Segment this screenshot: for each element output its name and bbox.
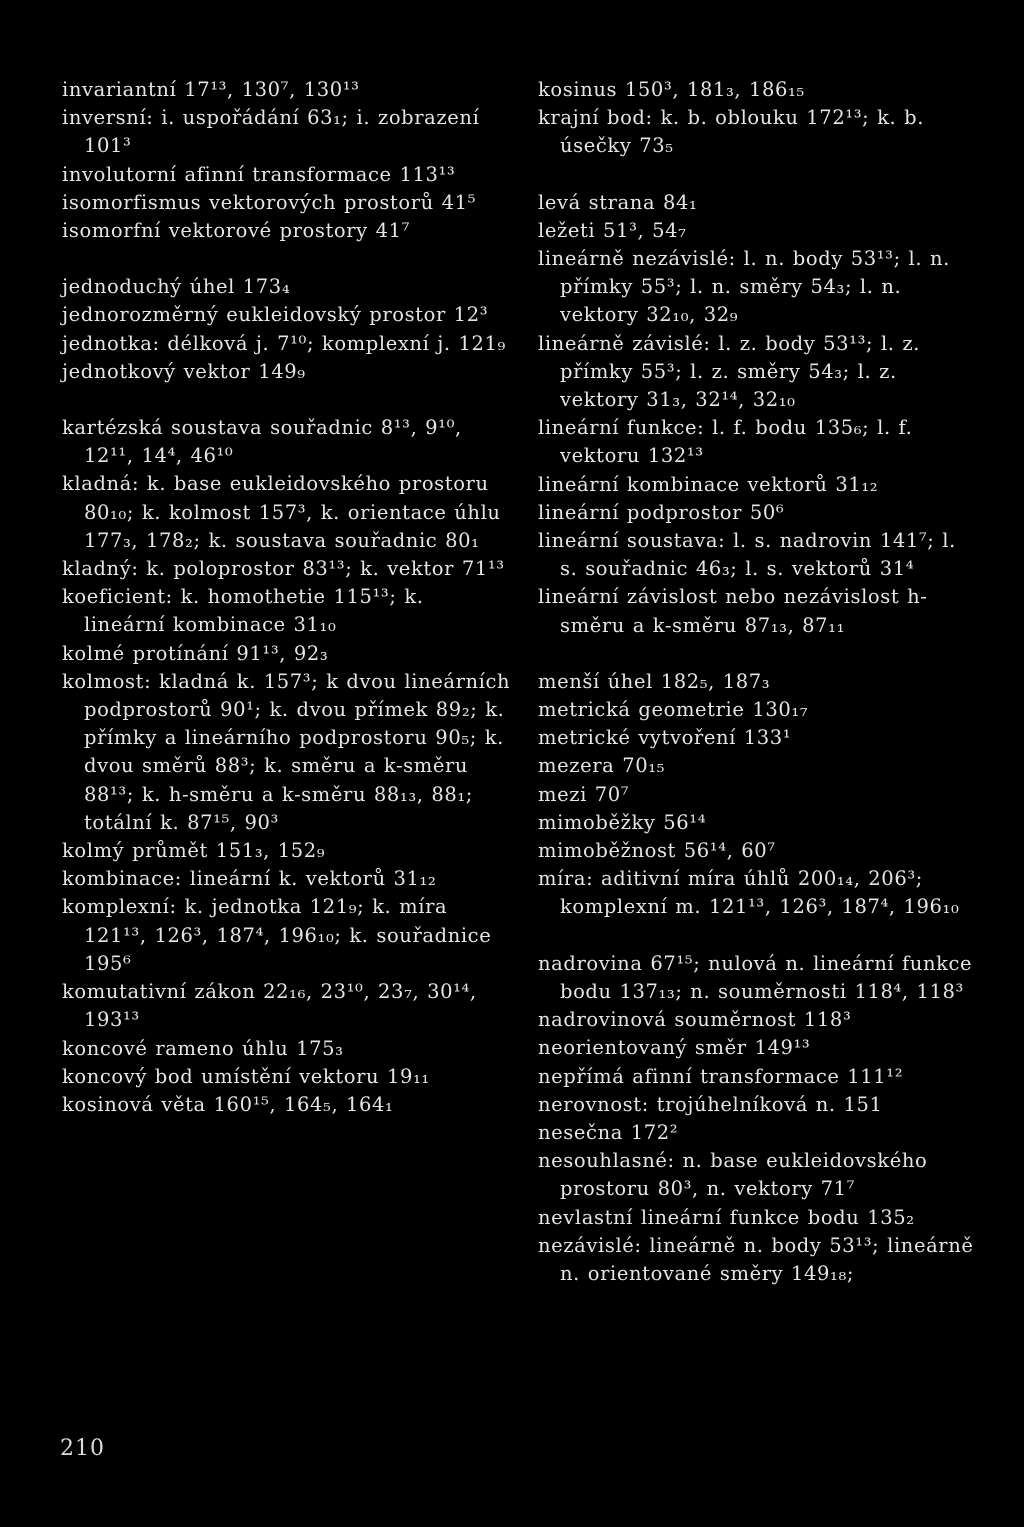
- index-entry: kladná: k. base eukleidovského prostoru 80₁₀; k. kolmost 157³, k. orientace úhlu 177₃, 178₂; k. soustava souřadnic 80₁: [62, 472, 501, 552]
- index-entry: levá strana 84₁: [538, 190, 698, 214]
- page-number: 210: [60, 1436, 105, 1461]
- index-entry: nezávislé: lineárně n. body 53¹³; lineárně n. orientované směry 149₁₈;: [538, 1233, 974, 1285]
- index-entry: metrické vytvoření 133¹: [538, 726, 792, 750]
- index-entry: lineárně nezávislé: l. n. body 53¹³; l. n. přímky 55³; l. n. směry 54₃; l. n. vektory 32₁₀, 32₉: [538, 247, 950, 327]
- index-entry: jednotka: délková j. 7¹⁰; komplexní j. 121₉: [62, 331, 506, 355]
- index-entry: míra: aditivní míra úhlů 200₁₄, 206³; komplexní m. 121¹³, 126³, 187⁴, 196₁₀: [538, 867, 960, 919]
- index-entry: nepřímá afinní transformace 111¹²: [538, 1064, 904, 1088]
- index-entry: lineárně závislé: l. z. body 53¹³; l. z. přímky 55³; l. z. směry 54₃; l. z. vektory 31₃, 32¹⁴, 32₁₀: [538, 331, 921, 412]
- index-entry: jednotkový vektor 149₉: [62, 359, 306, 383]
- section-gap: [538, 161, 978, 189]
- section-gap: [538, 640, 978, 668]
- index-entry: jednorozměrný eukleidovský prostor 12³: [62, 303, 489, 327]
- index-entry: nesečna 172²: [538, 1120, 679, 1144]
- index-entry: kolmost: kladná k. 157³; k dvou lineárních podprostorů 90¹; k. dvou přímek 89₂; k. přímky a lineárního podprostoru 90₅; k. dvou směrů 88³; k. směru a k-směru 88¹³; k. h-směru a k-směru 88₁₃, 88₁; totální k. 87¹⁵, 90³: [62, 669, 511, 834]
- index-entry: nadrovinová souměrnost 118³: [538, 1008, 852, 1032]
- index-entry: nerovnost: trojúhelníková n. 151: [538, 1092, 883, 1116]
- section-gap: [538, 922, 978, 950]
- index-entry: nesouhlasné: n. base eukleidovského prostoru 80³, n. vektory 71⁷: [538, 1149, 928, 1201]
- section-gap: [62, 386, 512, 414]
- index-entry: involutorní afinní transformace 113¹³: [62, 162, 456, 186]
- index-entry: koncové rameno úhlu 175₃: [62, 1036, 344, 1060]
- index-entry: lineární kombinace vektorů 31₁₂: [538, 472, 879, 496]
- left-index-column: [62, 76, 512, 1119]
- index-entry: invariantní 17¹³, 130⁷, 130¹³: [62, 78, 360, 101]
- index-entry: lineární závislost nebo nezávislost h-směru a k-směru 87₁₃, 87₁₁: [538, 585, 928, 637]
- index-entry: inversní: i. uspořádání 63₁; i. zobrazení 101³: [62, 106, 480, 158]
- index-entry: mezera 70₁₅: [538, 754, 666, 778]
- index-entry: menší úhel 182₅, 187₃: [538, 669, 771, 693]
- index-entry: koncový bod umístění vektoru 19₁₁: [62, 1064, 430, 1088]
- index-entry: lineární podprostor 50⁶: [538, 500, 785, 524]
- index-entry: koeficient: k. homothetie 115¹³; k. lineární kombinace 31₁₀: [62, 585, 424, 637]
- index-entry: komutativní zákon 22₁₆, 23¹⁰, 23₇, 30¹⁴, 193¹³: [62, 980, 477, 1032]
- index-entry: krajní bod: k. b. oblouku 172¹³; k. b. úsečky 73₅: [538, 106, 925, 158]
- index-entry: isomorfní vektorové prostory 41⁷: [62, 219, 411, 243]
- index-entry: mezi 70⁷: [538, 782, 630, 806]
- index-entry: kolmý průmět 151₃, 152₉: [62, 839, 326, 863]
- index-entry: neorientovaný směr 149¹³: [538, 1036, 811, 1060]
- index-entry: kolmé protínání 91¹³, 92₃: [62, 641, 329, 665]
- index-entry: kladný: k. poloprostor 83¹³; k. vektor 71¹³: [62, 557, 505, 581]
- index-entry: isomorfismus vektorových prostorů 41⁵: [62, 190, 477, 214]
- index-entry: jednoduchý úhel 173₄: [62, 275, 291, 299]
- index-entry: kosinová věta 160¹⁵, 164₅, 164₁: [62, 1092, 394, 1116]
- index-entry: lineární funkce: l. f. bodu 135₆; l. f. vektoru 132¹³: [538, 416, 913, 468]
- section-gap: [62, 245, 512, 273]
- index-entry: nadrovina 67¹⁵; nulová n. lineární funkce bodu 137₁₃; n. souměrnosti 118⁴, 118³: [538, 951, 973, 1003]
- index-entry: kombinace: lineární k. vektorů 31₁₂: [62, 867, 437, 891]
- index-entry: kartézská soustava souřadnic 8¹³, 9¹⁰, 12¹¹, 14⁴, 46¹⁰: [62, 416, 462, 468]
- index-entry: kosinus 150³, 181₃, 186₁₅: [538, 78, 805, 101]
- index-entry: nevlastní lineární funkce bodu 135₂: [538, 1205, 915, 1229]
- index-entry: lineární soustava: l. s. nadrovin 141⁷; l. s. souřadnic 46₃; l. s. vektorů 31⁴: [538, 529, 956, 581]
- right-index-column: [538, 76, 978, 1288]
- index-entry: mimoběžnost 56¹⁴, 60⁷: [538, 839, 776, 863]
- index-entry: mimoběžky 56¹⁴: [538, 810, 707, 834]
- index-entry: metrická geometrie 130₁₇: [538, 698, 809, 722]
- index-entry: ležeti 51³, 54₇: [538, 218, 687, 242]
- index-entry: komplexní: k. jednotka 121₉; k. míra 121¹³, 126³, 187⁴, 196₁₀; k. souřadnice 195⁶: [62, 895, 492, 975]
